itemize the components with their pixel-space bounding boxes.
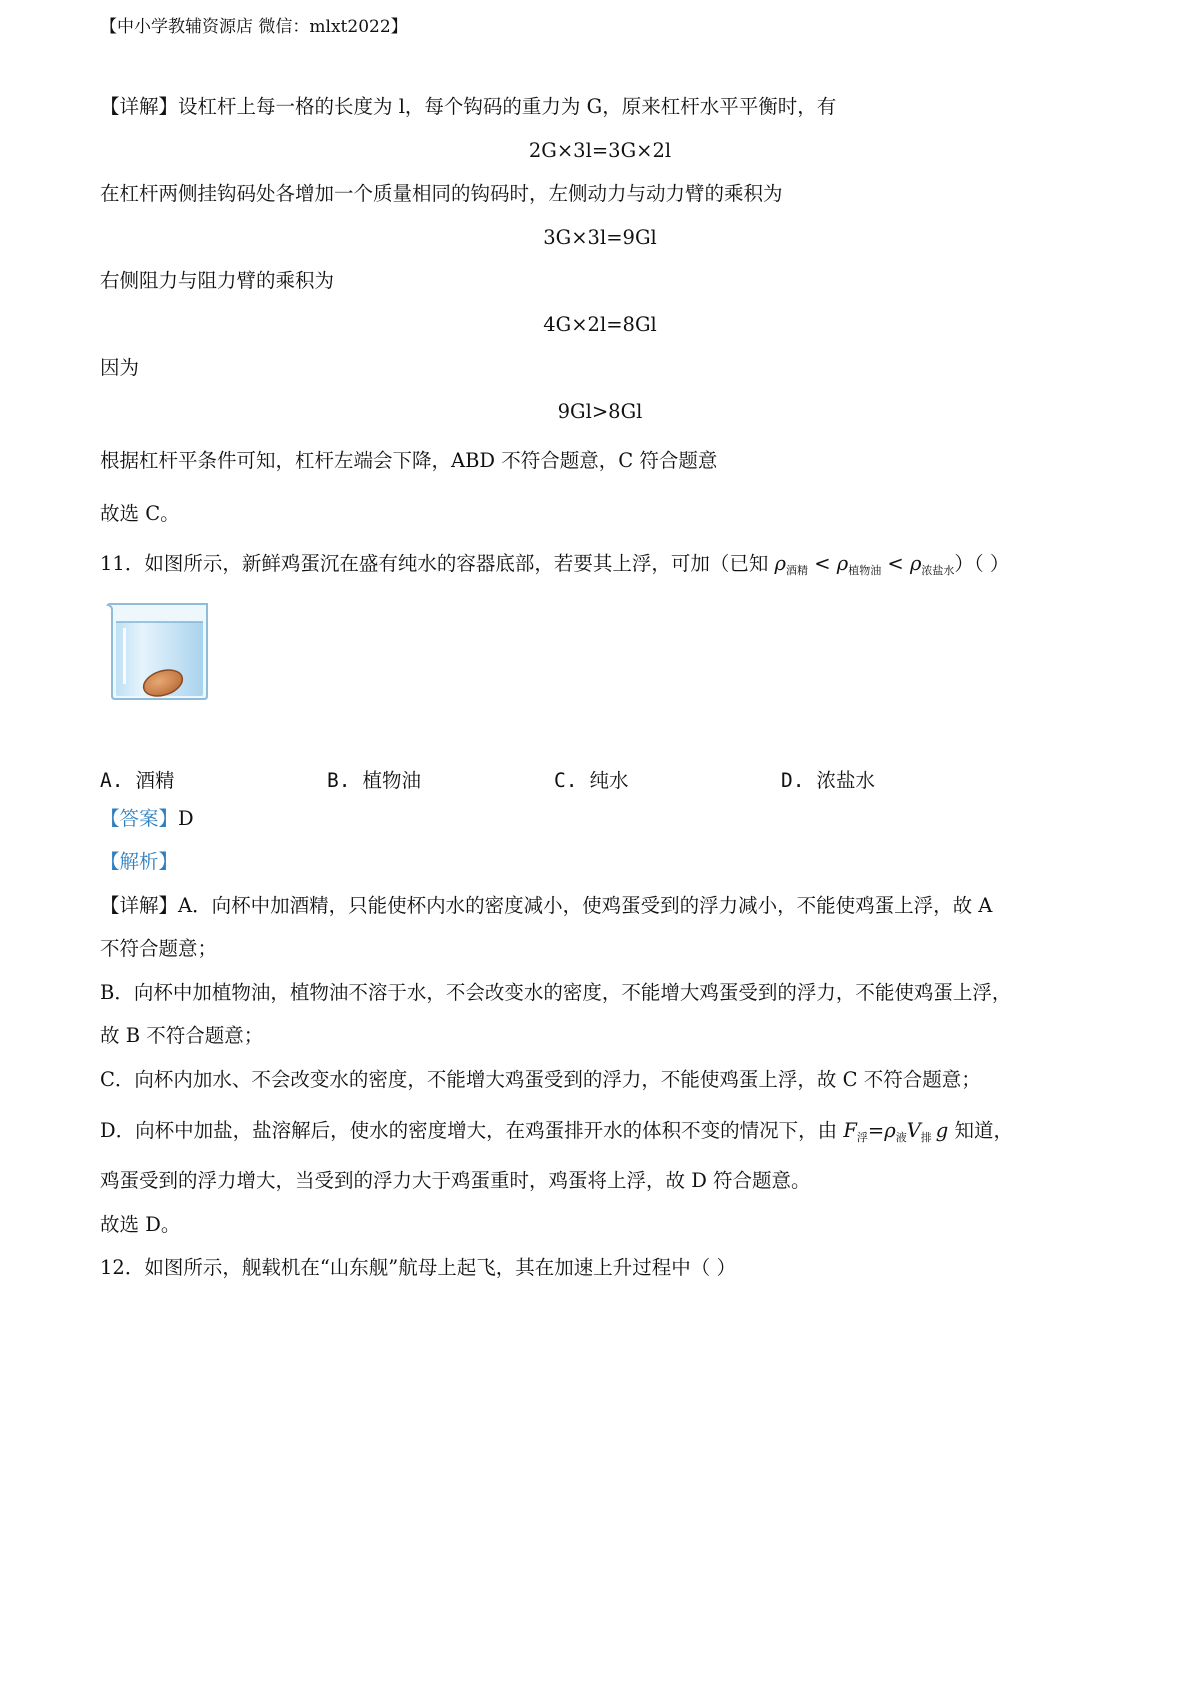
q10-equation-2: 3G×3l=9Gl (543, 226, 657, 249)
option-b (327, 765, 421, 793)
q11-detail-b-cont: 故 B 不符合题意； (100, 1024, 264, 1047)
beaker-egg-illustration (103, 598, 215, 704)
detail-d-text-end: 知道， (948, 1119, 1013, 1142)
option-d (781, 765, 875, 793)
q10-line-4: 因为 (100, 356, 140, 379)
option-letter: B. (327, 769, 351, 792)
q11-detail-b: B．向杯中加植物油，植物油不溶于水，不会改变水的密度，不能增大鸡蛋受到的浮力，不能使鸡蛋上浮， (100, 981, 1012, 1004)
q10-detail-intro: 【详解】设杠杆上每一格的长度为 l，每个钩码的重力为 G，原来杠杆水平平衡时，有 (100, 95, 837, 118)
q12-stem: 12．如图所示，舰载机在“山东舰”航母上起飞，其在加速上升过程中（ ） (100, 1256, 736, 1279)
rho-symbol: ρ (774, 552, 786, 575)
option-letter: A. (100, 769, 124, 792)
answer-value: D (178, 807, 194, 830)
option-text: 纯水 (589, 769, 629, 792)
q10-conclusion: 根据杠杆平条件可知，杠杆左端会下降，ABD 不符合题意，C 符合题意 (100, 449, 718, 472)
option-c (554, 765, 629, 793)
less-than-sign: < (887, 552, 904, 575)
option-text: 酒精 (135, 769, 175, 792)
q11-stem (100, 552, 1010, 577)
answer-label: 【答案】 (100, 807, 179, 830)
subscript-vegetable-oil: 植物油 (848, 564, 882, 577)
q11-detail-c: C．向杯内加水、不会改变水的密度，不能增大鸡蛋受到的浮力，不能使鸡蛋上浮，故 C 不符合题意； (100, 1068, 981, 1091)
q11-detail-a-cont: 不符合题意； (100, 937, 218, 960)
subscript-brine: 浓盐水 (921, 564, 955, 577)
gravity-symbol: g (935, 1119, 949, 1142)
equals-sign: = (867, 1119, 885, 1142)
option-letter: D. (781, 769, 805, 792)
analysis-label: 【解析】 (100, 850, 179, 873)
subscript-displaced: 排 (920, 1131, 932, 1144)
q11-detail-d-cont: 鸡蛋受到的浮力增大，当受到的浮力大于鸡蛋重时，鸡蛋将上浮，故 D 符合题意。 (100, 1169, 811, 1192)
rho-symbol: ρ (909, 552, 922, 575)
option-text: 植物油 (362, 769, 421, 792)
q10-equation-1: 2G×3l=3G×2l (528, 139, 672, 162)
detail-d-text: D．向杯中加盐，盐溶解后，使水的密度增大，在鸡蛋排开水的体积不变的情况下，由 (100, 1119, 844, 1142)
q10-equation-3: 4G×2l=8Gl (543, 313, 657, 336)
option-text: 浓盐水 (816, 769, 875, 792)
answer-blank: ）（ ） (954, 552, 1010, 575)
q11-answer (100, 809, 194, 829)
q11-stem-text: 11．如图所示，新鲜鸡蛋沉在盛有纯水的容器底部，若要其上浮，可加（已知 (100, 552, 775, 575)
header-watermark: 【中小学教辅资源店 微信：mlxt2022】 (100, 17, 408, 37)
q10-equation-4: 9Gl>8Gl (557, 400, 643, 423)
option-a (100, 765, 175, 793)
q10-line-2: 在杠杆两侧挂钩码处各增加一个质量相同的钩码时，左侧动力与动力臂的乘积为 (100, 182, 783, 205)
rho-symbol: ρ (836, 552, 849, 575)
rho-symbol: ρ (884, 1119, 896, 1142)
less-than-sign: < (814, 552, 831, 575)
volume-symbol: V (906, 1119, 921, 1142)
q11-answer-choice: 故选 D。 (100, 1213, 181, 1236)
subscript-buoyant: 浮 (856, 1131, 868, 1144)
subscript-liquid: 液 (895, 1131, 907, 1144)
q11-detail-a: 【详解】A．向杯中加酒精，只能使杯内水的密度减小，使鸡蛋受到的浮力减小，不能使鸡蛋上浮，故 A (100, 894, 993, 917)
subscript-alcohol: 酒精 (785, 564, 808, 577)
q10-line-3: 右侧阻力与阻力臂的乘积为 (100, 269, 335, 292)
option-letter: C. (554, 769, 578, 792)
q10-answer-choice: 故选 C。 (100, 502, 180, 525)
force-symbol: F (843, 1119, 857, 1142)
q11-detail-d (100, 1119, 1013, 1144)
